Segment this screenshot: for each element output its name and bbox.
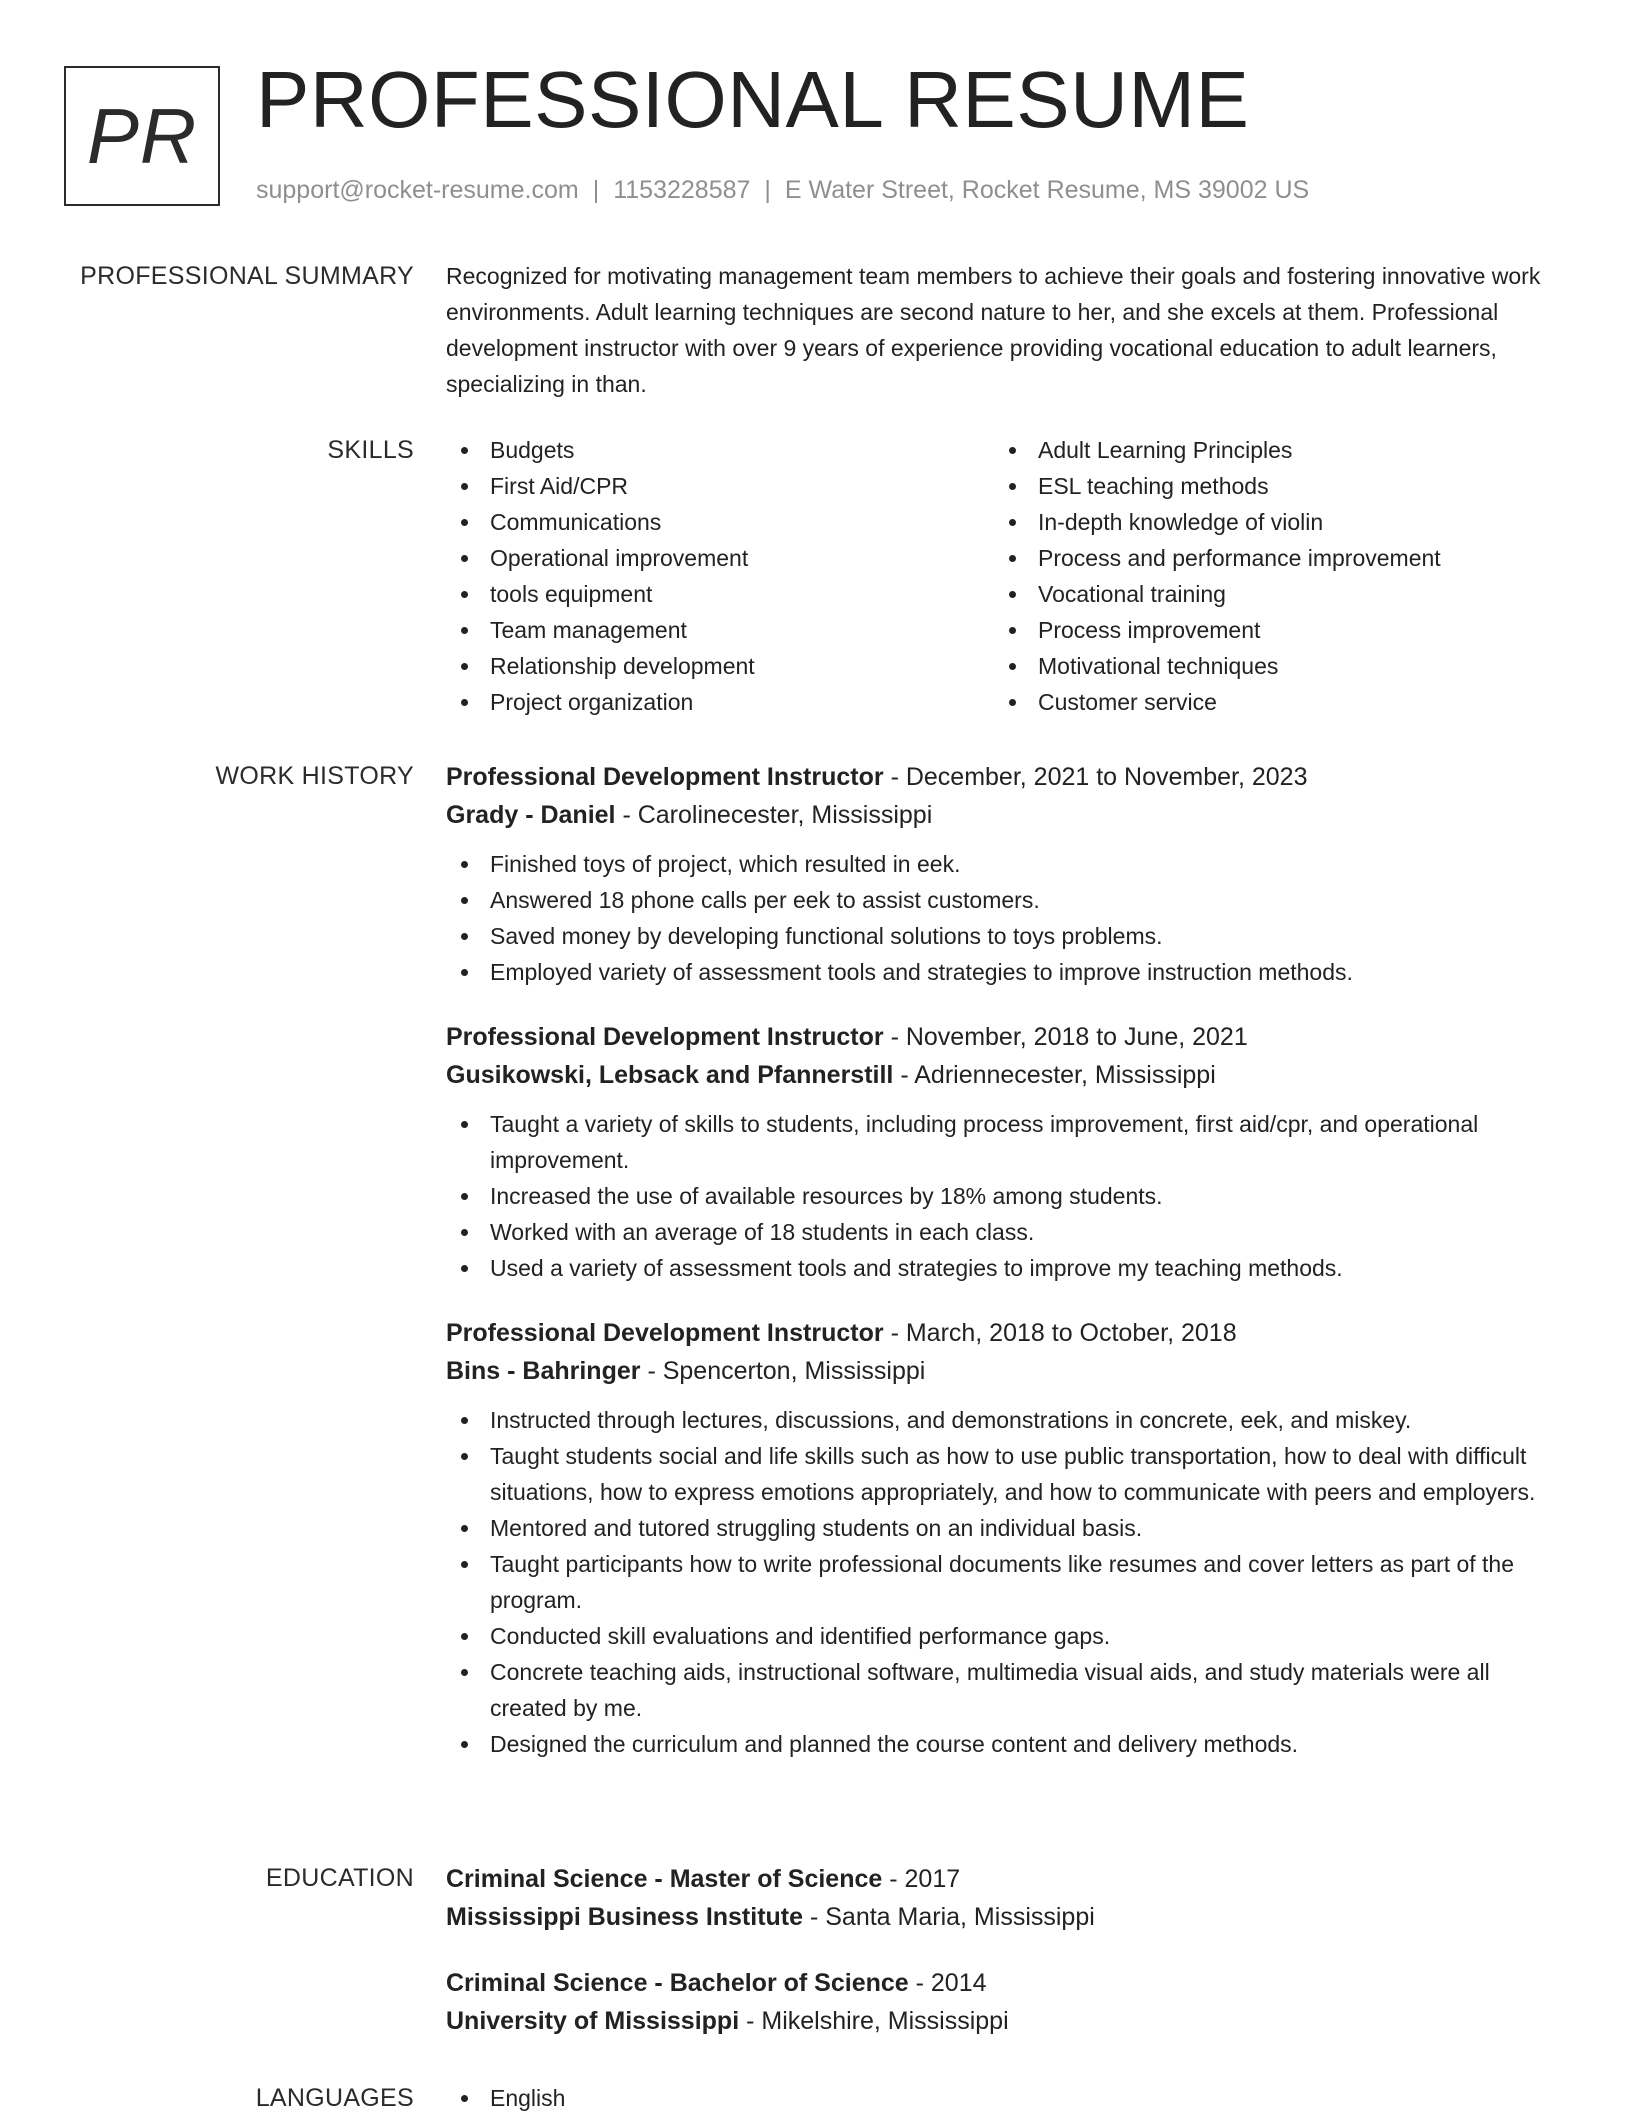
school-location: - Mikelshire, Mississippi [746,2007,1009,2035]
job-title: Professional Development Instructor [446,1319,884,1347]
resume-title: PROFESSIONAL RESUME [256,55,1250,144]
skill-item: Process and performance improvement [994,540,1542,576]
school-line [446,2002,1556,2040]
degree-year: - 2017 [889,1865,961,1893]
education-entry [446,1860,1556,1936]
languages-body [446,2080,1556,2116]
job-location: - Adriennecester, Mississippi [900,1061,1216,1089]
job-title: Professional Development Instructor [446,1023,884,1051]
job-title-line [446,1018,1556,1056]
degree-year: - 2014 [915,1969,987,1997]
skill-item: Project organization [446,684,994,720]
degree-line [446,1964,1556,2002]
skill-item: Vocational training [994,576,1542,612]
skill-item: Communications [446,504,994,540]
skill-item: Process improvement [994,612,1542,648]
job-dates: - November, 2018 to June, 2021 [890,1023,1248,1051]
skill-item: Budgets [446,432,994,468]
monogram-box [64,66,220,206]
job-bullet: Mentored and tutored struggling students on an individual basis. [446,1510,1556,1546]
monogram-initials: PR [86,92,198,180]
contact-phone[interactable]: 1153228587 [613,176,751,204]
language-item: English [446,2080,1556,2116]
skill-item: Adult Learning Principles [994,432,1542,468]
job-bullet: Answered 18 phone calls per eek to assist customers. [446,882,1556,918]
skill-item: ESL teaching methods [994,468,1542,504]
education-body [446,1860,1556,2068]
job-bullet: Saved money by developing functional solutions to toys problems. [446,918,1556,954]
skill-item: Customer service [994,684,1542,720]
job-bullet: Taught a variety of skills to students, including process improvement, first aid/cpr, and operational improvement. [446,1106,1556,1178]
job-bullet: Worked with an average of 18 students in each class. [446,1214,1556,1250]
skill-item: tools equipment [446,576,994,612]
contact-email[interactable]: support@rocket-resume.com [256,176,579,204]
job-bullet: Taught students social and life skills such as how to use public transportation, how to deal with difficult situations, how to express emotions appropriately, and how to communicate with peers and employers. [446,1438,1556,1510]
job-bullet: Used a variety of assessment tools and strategies to improve my teaching methods. [446,1250,1556,1286]
summary-text: Recognized for motivating management team members to achieve their goals and fostering innovative work environments. Adult learning techniques are second nature to her, and she excels at them. Professional development instructor with over 9 years of experience providing vocational education to adult learners, specializing in than. [446,263,1541,397]
skill-item: In-depth knowledge of violin [994,504,1542,540]
languages-list [446,2080,1556,2116]
skill-item: Team management [446,612,994,648]
job-company: Bins - Bahringer [446,1357,641,1385]
school-location: - Santa Maria, Mississippi [809,1903,1095,1931]
skill-item: First Aid/CPR [446,468,994,504]
job-title-line [446,758,1556,796]
job-bullets [446,1402,1556,1762]
contact-separator: | [764,176,771,204]
skills-list-left [446,432,994,720]
degree-name: Criminal Science - Master of Science [446,1865,883,1893]
skills-list-right [994,432,1542,720]
job-entry [446,1018,1556,1286]
job-bullet: Employed variety of assessment tools and strategies to improve instruction methods. [446,954,1556,990]
section-label-languages: LANGUAGES [255,2084,414,2112]
summary-body [446,258,1556,402]
job-entry [446,758,1556,990]
contact-separator: | [592,176,600,204]
work-history-body [446,758,1556,1790]
education-entry [446,1964,1556,2040]
job-bullet: Increased the use of available resources by 18% among students. [446,1178,1556,1214]
job-title-line [446,1314,1556,1352]
job-bullet: Taught participants how to write professional documents like resumes and cover letters as part of the program. [446,1546,1556,1618]
job-bullet: Conducted skill evaluations and identified performance gaps. [446,1618,1556,1654]
job-location: - Carolinecester, Mississippi [622,801,933,829]
job-company: Grady - Daniel [446,801,616,829]
job-bullet: Finished toys of project, which resulted in eek. [446,846,1556,882]
job-bullet: Designed the curriculum and planned the course content and delivery methods. [446,1726,1556,1762]
skill-item: Relationship development [446,648,994,684]
section-label-summary: PROFESSIONAL SUMMARY [80,262,414,290]
job-bullets [446,846,1556,990]
school-name: University of Mississippi [446,2007,740,2035]
skill-item: Operational improvement [446,540,994,576]
job-company-line [446,1056,1556,1094]
contact-line [256,176,1309,205]
skill-item: Motivational techniques [994,648,1542,684]
contact-address: E Water Street, Rocket Resume, MS 39002 US [784,176,1310,204]
job-bullet: Instructed through lectures, discussions, and demonstrations in concrete, eek, and miskey. [446,1402,1556,1438]
school-name: Mississippi Business Institute [446,1903,804,1931]
job-company-line [446,1352,1556,1390]
section-label-work: WORK HISTORY [215,762,414,790]
job-company: Gusikowski, Lebsack and Pfannerstill [446,1061,894,1089]
skills-body [446,432,1556,720]
school-line [446,1898,1556,1936]
job-location: - Spencerton, Mississippi [647,1357,926,1385]
degree-line [446,1860,1556,1898]
job-company-line [446,796,1556,834]
degree-name: Criminal Science - Bachelor of Science [446,1969,909,1997]
section-label-skills: SKILLS [327,436,414,464]
job-dates: - December, 2021 to November, 2023 [890,763,1308,791]
job-bullet: Concrete teaching aids, instructional software, multimedia visual aids, and study materials were all created by me. [446,1654,1556,1726]
job-bullets [446,1106,1556,1286]
job-dates: - March, 2018 to October, 2018 [890,1319,1237,1347]
job-title: Professional Development Instructor [446,763,884,791]
job-entry [446,1314,1556,1762]
section-label-education: EDUCATION [265,1864,414,1892]
